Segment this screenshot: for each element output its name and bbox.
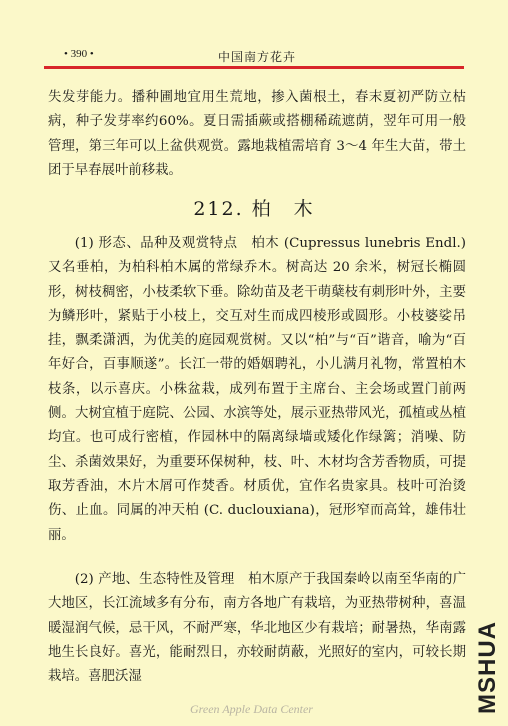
header-rule xyxy=(44,66,464,69)
side-watermark: MSHUA xyxy=(474,621,501,714)
running-title: 中国南方花卉 xyxy=(218,50,297,64)
paragraph-morphology: (1) 形态、品种及观赏特点 柏木 (Cupressus lunebris Endl.) 又名垂柏，为柏科柏木属的常绿乔木。树高达 20 余米，树冠长椭圆形，树枝稠密，小枝柔软下垂。除幼苗及老干萌蘖枝有刺形叶外，主要为鳞形叶，紧贴于小枝上，交互对生而成四棱形或圆形。小枝婆娑吊挂，飘柔潇洒，为优美的庭园观赏树。又以“柏”与“百”谐音，喻为“百年好合，百事顺遂”。长江一带的婚姻聘礼，小儿满月礼物，常置柏木枝条，以示喜庆。小株盆栽，成列布置于主席台、主会场或置门前两侧。大树宜植于庭院、公园、水滨等处，展示亚热带风光，孤植或丛植均宜。也可成行密植，作园林中的隔离绿墙或矮化作绿篱；消噪、防尘、杀菌效果好，为重要环保树种，枝、叶、木材均含芳香物质，可提取芳香油，木片木屑可作焚香。材质优，宜作名贵家具。枝叶可治烫伤、止血。同属的冲天柏 (C. duclouxiana)，冠形窄而高耸，雄伟壮丽。 xyxy=(48,236,466,543)
watermark: Green Apple Data Center xyxy=(190,702,313,716)
paragraph-continued: 失发芽能力。播种圃地宜用生荒地，掺入菌根土，春末夏初严防立枯病，种子发芽率约60%。夏日需插蕨或搭棚稀疏遮荫，翌年可用一般管理，第三年可以上盆供观赏。露地栽植需培育 3～4 年生大苗，带土团于早春展叶前移栽。 xyxy=(48,90,466,178)
paragraph-origin: (2) 产地、生态特性及管理 柏木原产于我国秦岭以南至华南的广大地区，长江流域多有分布，南方各地广有栽培，为亚热带树种，喜温暖湿润气候，忌干风，不耐严寒，华北地区少有栽培；耐暑热，华南露地生长良好。喜光，能耐烈日，亦较耐荫蔽，光照好的室内，可较长期栽培。喜肥沃湿 xyxy=(48,572,466,685)
page-number: • 390 • xyxy=(64,48,94,60)
section-title: 212. 柏 木 xyxy=(193,198,315,220)
page-header xyxy=(0,48,508,66)
